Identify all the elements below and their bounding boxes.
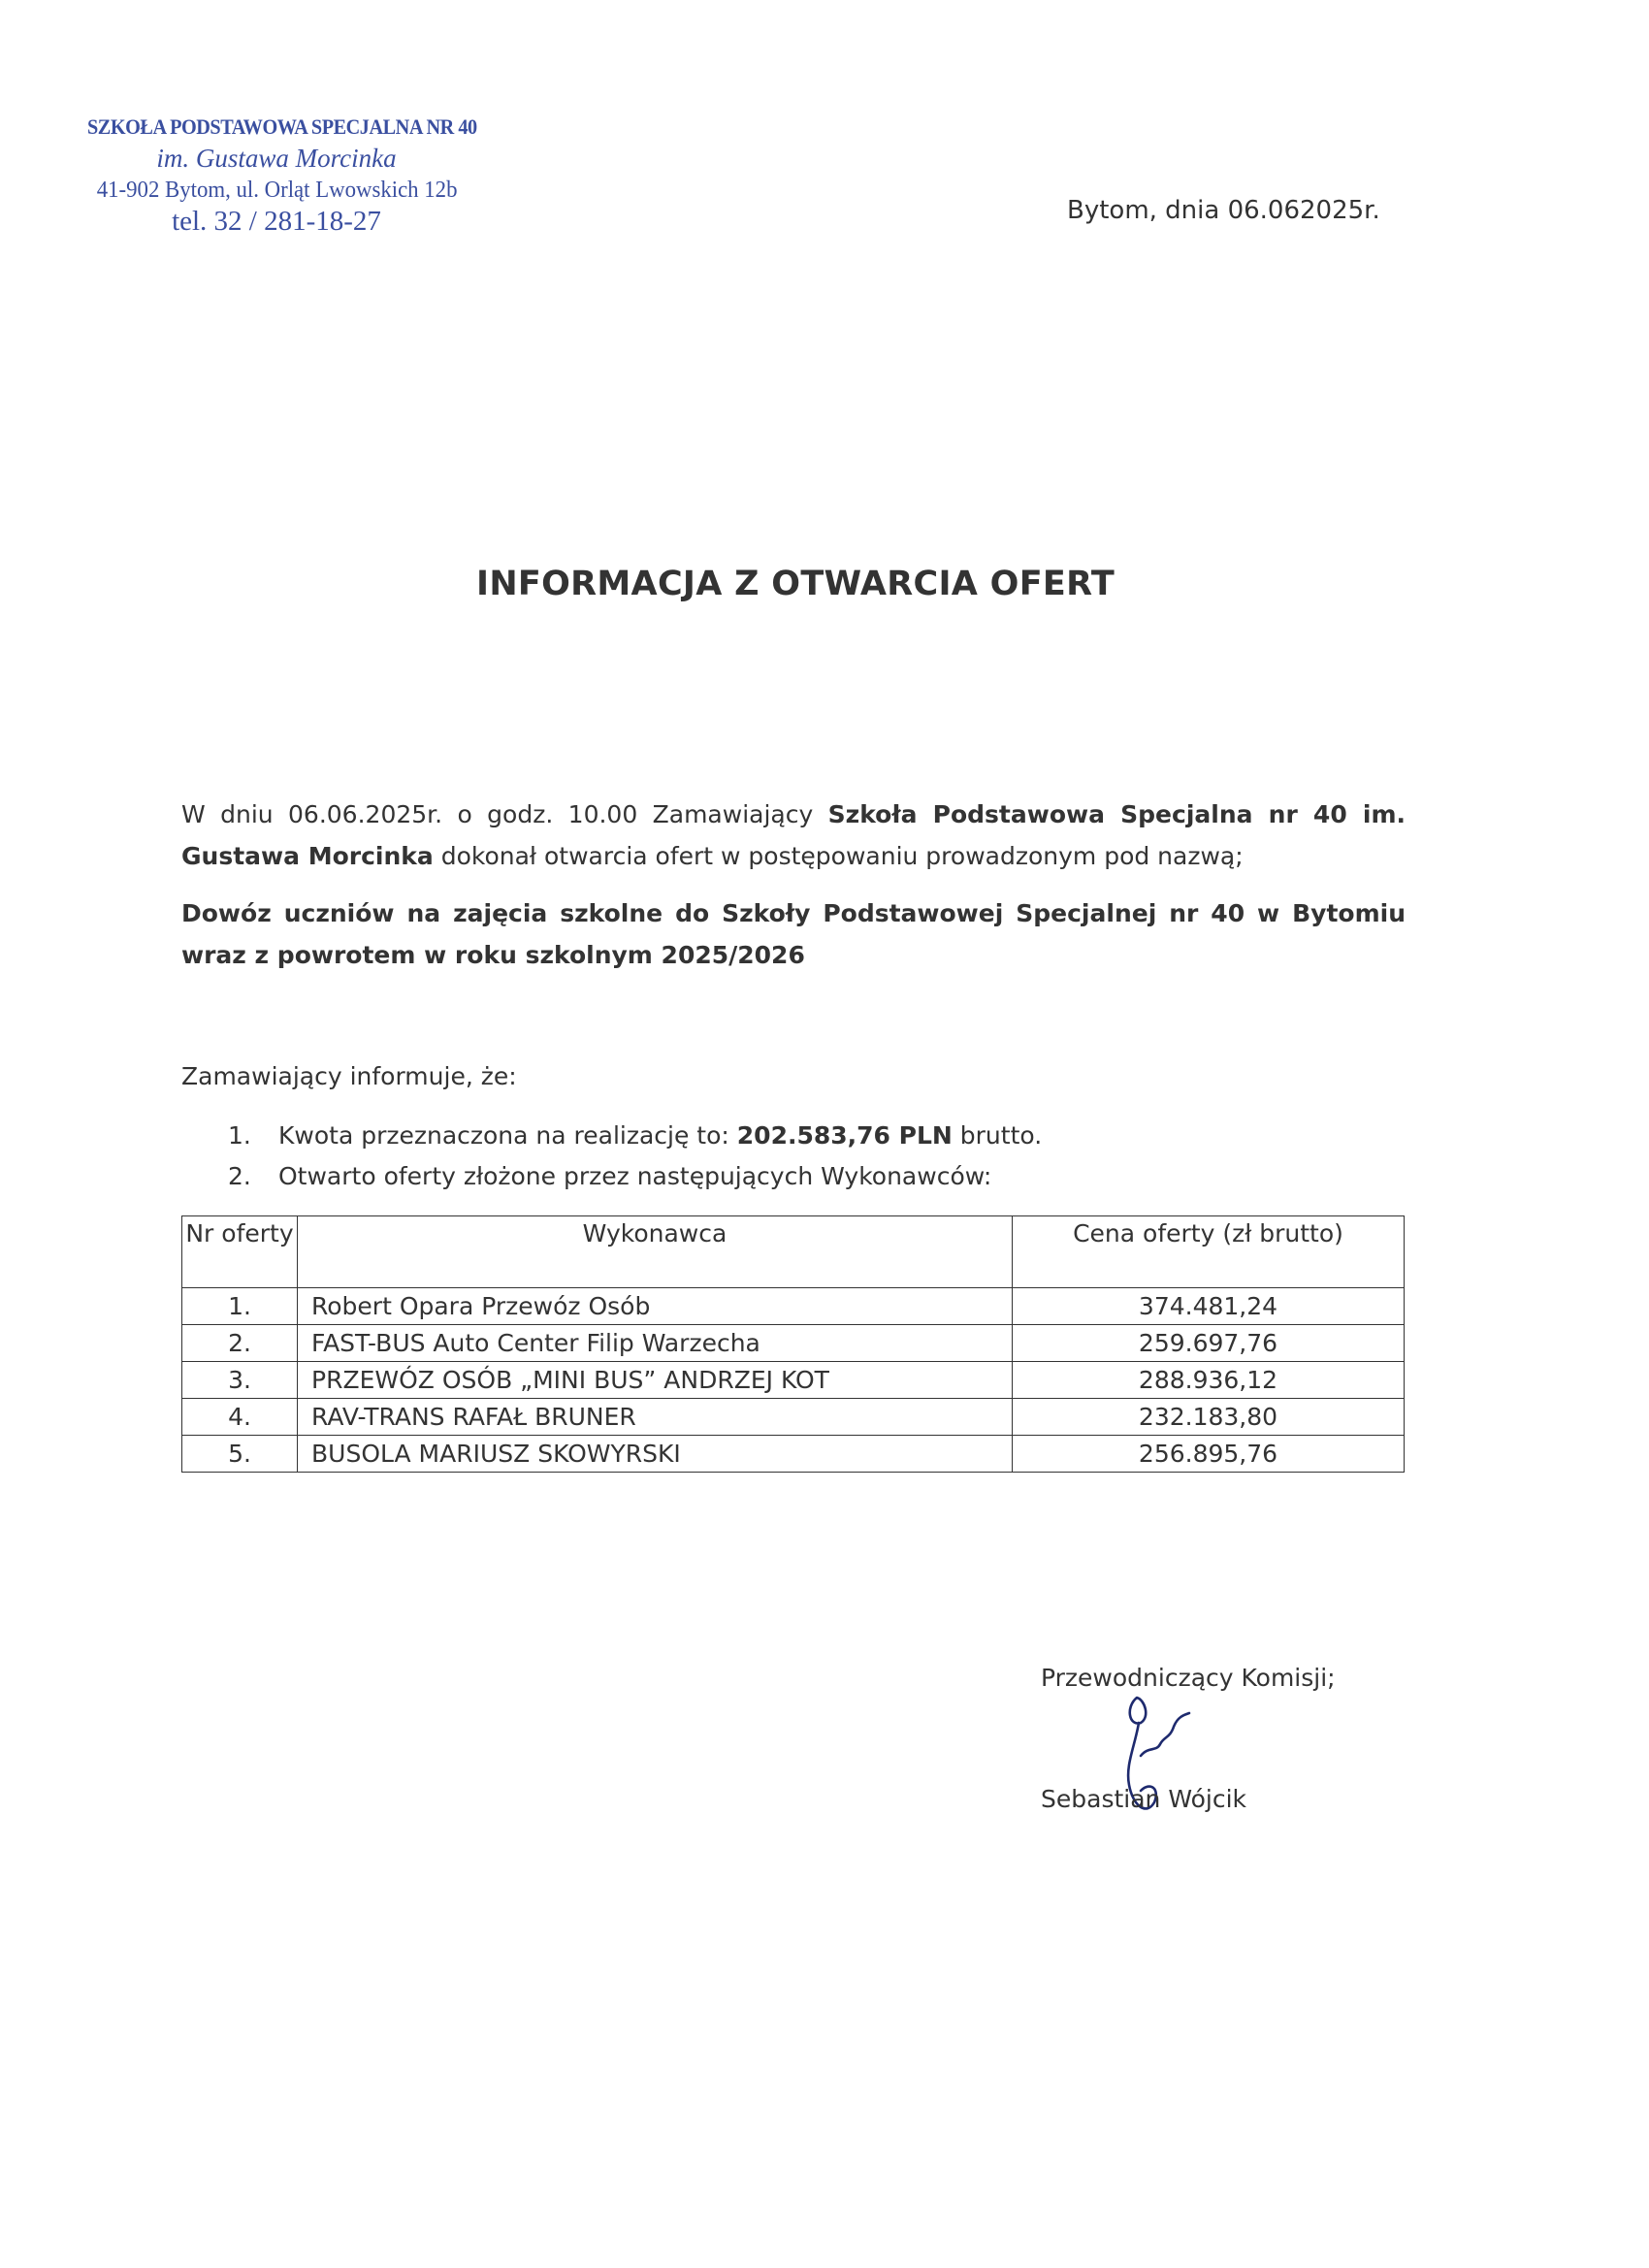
header-wykonawca: Wykonawca (298, 1216, 1013, 1288)
cell-nr: 3. (182, 1362, 298, 1399)
stamp-patron: im. Gustawa Morcinka (156, 144, 397, 173)
cell-cena: 374.481,24 (1013, 1288, 1405, 1325)
header-cena: Cena oferty (zł brutto) (1013, 1216, 1405, 1288)
cell-cena: 232.183,80 (1013, 1399, 1405, 1436)
cell-wykonawca: BUSOLA MARIUSZ SKOWYRSKI (298, 1436, 1013, 1473)
cell-nr: 1. (182, 1288, 298, 1325)
list-item (228, 1116, 1042, 1156)
cell-wykonawca: FAST-BUS Auto Center Filip Warzecha (298, 1325, 1013, 1362)
table-row (182, 1399, 1405, 1436)
document-title: INFORMACJA Z OTWARCIA OFERT (476, 565, 1115, 603)
document-date: Bytom, dnia 06.062025r. (1067, 196, 1380, 225)
info-list (228, 1116, 1042, 1197)
informs-paragraph: Zamawiający informuje, że: (181, 1062, 517, 1090)
procurement-subject: Dowóz uczniów na zajęcia szkolne do Szkoły Podstawowej Specjalnej nr 40 w Bytomiu wraz z powrotem w roku szkolnym 2025/2026 (181, 899, 1406, 969)
list-item-number: 1. (228, 1121, 251, 1150)
budget-amount: 202.583,76 PLN (736, 1121, 953, 1150)
table-row (182, 1288, 1405, 1325)
signatory-name: Sebastian Wójcik (1041, 1785, 1246, 1813)
list-item-suffix: brutto. (952, 1121, 1043, 1150)
cell-nr: 2. (182, 1325, 298, 1362)
table-header-row (182, 1216, 1405, 1288)
table-row (182, 1362, 1405, 1399)
cell-nr: 4. (182, 1399, 298, 1436)
table-row (182, 1325, 1405, 1362)
intro-school-name: Szkoła Podstawowa Specjalna nr 40 im. Gustawa Morcinka (181, 800, 1406, 870)
intro-text-1: W dniu 06.06.2025r. o godz. 10.00 Zamawiający (181, 800, 828, 828)
table-row (182, 1436, 1405, 1473)
list-item-text: Kwota przeznaczona na realizację to: (278, 1121, 737, 1150)
offers-table (181, 1215, 1405, 1473)
header-nr: Nr oferty (182, 1216, 298, 1288)
list-item (228, 1156, 1042, 1197)
intro-text-2: dokonał otwarcia ofert w postępowaniu prowadzonym pod nazwą; (433, 842, 1244, 870)
cell-wykonawca: PRZEWÓZ OSÓB „MINI BUS” ANDRZEJ KOT (298, 1362, 1013, 1399)
intro-paragraph (181, 794, 1406, 877)
cell-cena: 256.895,76 (1013, 1436, 1405, 1473)
list-item-text: Otwarto oferty złożone przez następujących Wykonawców: (278, 1162, 992, 1190)
stamp-school-name: SZKOŁA PODSTAWOWA SPECJALNA NR 40 (87, 114, 477, 139)
cell-wykonawca: Robert Opara Przewóz Osób (298, 1288, 1013, 1325)
cell-cena: 288.936,12 (1013, 1362, 1405, 1399)
signature-title: Przewodniczący Komisji; (1041, 1664, 1336, 1692)
cell-cena: 259.697,76 (1013, 1325, 1405, 1362)
stamp-address: 41-902 Bytom, ul. Orląt Lwowskich 12b (96, 178, 458, 203)
school-stamp (87, 114, 477, 238)
list-item-number: 2. (228, 1162, 251, 1190)
cell-nr: 5. (182, 1436, 298, 1473)
cell-wykonawca: RAV-TRANS RAFAŁ BRUNER (298, 1399, 1013, 1436)
stamp-phone: tel. 32 / 281-18-27 (172, 206, 381, 237)
